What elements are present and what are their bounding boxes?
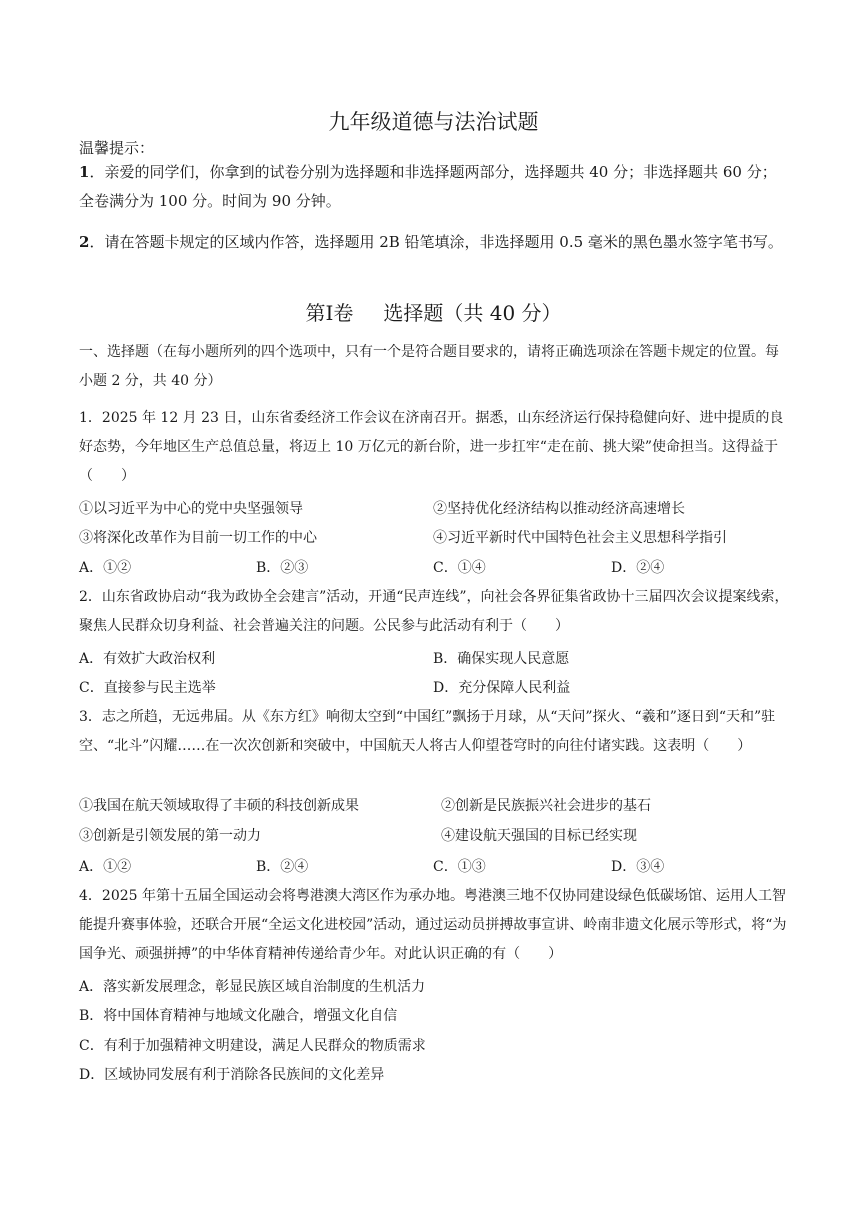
section-name: 选择题（共 40 分） — [383, 301, 562, 325]
hint-label: 温馨提示： — [79, 139, 155, 157]
page-title: 九年级道德与法治试题 — [328, 110, 539, 134]
statement: ④习近平新时代中国特色社会主义思想科学指引 — [433, 530, 727, 546]
choice: B．将中国体育精神与地域文化融合，增强文化自信 — [79, 1008, 398, 1024]
hint-text: ．请在答题卡规定的区域内作答，选择题用 2B 铅笔填涂，非选择题用 0.5 毫米的黑色墨水签字笔书写。 — [89, 233, 783, 251]
question-stem: 4．2025 年第十五届全国运动会将粤港澳大湾区作为承办地。粤港澳三地不仅协同建设绿色低碳场馆、运用人工智能提升赛事体验，还联合开展“全运文化进校园”活动，通过运动员拼搏故事宣讲、岭南非遗文化展示等形式，将“为国争光、顽强拼搏”的中华体育精神传递给青少年。对此认识正确的有（ ） — [79, 888, 787, 962]
section-heading — [0, 297, 867, 326]
choice: D．③④ — [611, 859, 665, 875]
choice: D．②④ — [611, 560, 665, 576]
choice: B．②③ — [256, 560, 309, 576]
hint-item — [79, 228, 789, 257]
choice: B．②④ — [256, 859, 309, 875]
hint-text: ．亲爱的同学们，你拿到的试卷分别为选择题和非选择题两部分，选择题共 40 分；非选择题共 60 分；全卷满分为 100 分。时间为 90 分钟。 — [79, 163, 777, 210]
choice: C．直接参与民主选举 — [79, 680, 216, 696]
choice: A．有效扩大政治权利 — [79, 651, 216, 667]
choice: A．①② — [79, 859, 132, 875]
choice: D．区域协同发展有利于消除各民族间的文化差异 — [79, 1067, 385, 1083]
statement: ④建设航天强国的目标已经实现 — [441, 828, 637, 844]
choice: B．确保实现人民意愿 — [433, 651, 570, 667]
hint-item — [79, 158, 789, 216]
question-stem: 1．2025 年 12 月 23 日，山东省委经济工作会议在济南召开。据悉，山东经济运行保持稳健向好、进中提质的良好态势，今年地区生产总值总量，将迈上 10 万亿元的新台阶，进一步扛牢“走在前、挑大梁”使命担当。这得益于（ ） — [79, 410, 784, 484]
choice: C．①③ — [433, 859, 486, 875]
hint-number: 2 — [79, 233, 90, 251]
statement: ②创新是民族振兴社会进步的基石 — [441, 798, 651, 814]
choice: C．①④ — [433, 560, 486, 576]
statement: ③创新是引领发展的第一动力 — [79, 828, 261, 844]
hint-number: 1 — [79, 163, 90, 181]
question-stem: 2．山东省政协启动“我为政协全会建言”活动，开通“民声连线”，向社会各界征集省政协十三届四次会议提案线索，聚焦人民群众切身利益、社会普遍关注的问题。公民参与此活动有利于（ ） — [79, 589, 789, 634]
choice: A．落实新发展理念，彰显民族区域自治制度的生机活力 — [79, 979, 426, 995]
statement: ②坚持优化经济结构以推动经济高速增长 — [433, 501, 685, 517]
statement: ①我国在航天领域取得了丰硕的科技创新成果 — [79, 798, 359, 814]
section-part: 第Ⅰ卷 — [305, 301, 354, 325]
choice: A．①② — [79, 560, 132, 576]
choice: D．充分保障人民利益 — [433, 680, 571, 696]
choice: C．有利于加强精神文明建设，满足人民群众的物质需求 — [79, 1038, 426, 1054]
statement: ③将深化改革作为目前一切工作的中心 — [79, 530, 317, 546]
instruction: 一、选择题（在每小题所列的四个选项中，只有一个是符合题目要求的，请将正确选项涂在答题卡规定的位置。每小题 2 分，共 40 分） — [79, 344, 779, 389]
question-stem: 3．志之所趋，无远弗届。从《东方红》响彻太空到“中国红”飘扬于月球，从“天问”探火、“羲和”逐日到“天和”驻空、“北斗”闪耀……在一次次创新和突破中，中国航天人将古人仰望苍穹时的向往付诸实践。这表明（ ） — [79, 709, 776, 754]
statement: ①以习近平为中心的党中央坚强领导 — [79, 501, 303, 517]
